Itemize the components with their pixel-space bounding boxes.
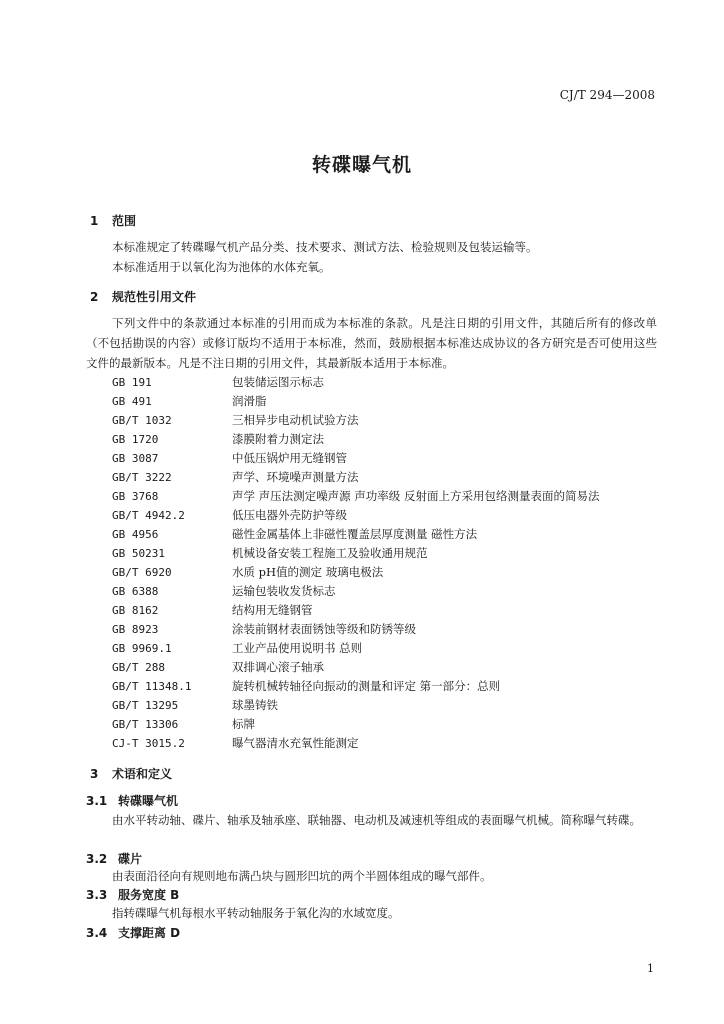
reference-code: GB/T 4942.2 bbox=[112, 509, 185, 522]
reference-code: CJ-T 3015.2 bbox=[112, 737, 185, 750]
reference-code: GB/T 13306 bbox=[112, 718, 179, 731]
reference-code: GB/T 3222 bbox=[112, 471, 172, 484]
reference-item bbox=[112, 716, 672, 735]
reference-item bbox=[112, 507, 672, 526]
reference-code: GB/T 11348.1 bbox=[112, 680, 192, 693]
reference-item bbox=[112, 431, 672, 450]
reference-title: 三相异步电动机试验方法 bbox=[232, 413, 359, 427]
reference-item bbox=[112, 640, 672, 659]
section-1-paragraph-1: 本标准规定了转碟曝气机产品分类、技术要求、测试方法、检验规则及包装运输等。 bbox=[112, 240, 538, 254]
reference-item bbox=[112, 678, 672, 697]
term-3-3-definition: 指转碟曝气机每根水平转动轴服务于氧化沟的水域宽度。 bbox=[112, 906, 400, 920]
standard-code: CJ/T 294—2008 bbox=[559, 88, 655, 102]
reference-item bbox=[112, 659, 672, 678]
term-number: 3.1 bbox=[86, 794, 108, 808]
term-number: 3.2 bbox=[86, 852, 108, 866]
reference-code: GB 9969.1 bbox=[112, 642, 172, 655]
reference-item bbox=[112, 469, 672, 488]
term-number: 3.4 bbox=[86, 926, 108, 940]
section-3-heading bbox=[90, 765, 172, 782]
reference-code: GB 3087 bbox=[112, 452, 159, 465]
reference-item bbox=[112, 526, 672, 545]
term-3-4-heading bbox=[86, 924, 180, 941]
reference-title: 磁性金属基体上非磁性覆盖层厚度测量 磁性方法 bbox=[232, 527, 478, 541]
reference-title: 结构用无缝钢管 bbox=[232, 603, 313, 617]
reference-title: 球墨铸铁 bbox=[232, 698, 278, 712]
reference-item bbox=[112, 488, 672, 507]
section-title: 规范性引用文件 bbox=[112, 290, 197, 304]
reference-code: GB 3768 bbox=[112, 490, 159, 503]
term-3-2-heading bbox=[86, 850, 142, 867]
reference-title: 机械设备安装工程施工及验收通用规范 bbox=[232, 546, 428, 560]
reference-title: 包装储运图示标志 bbox=[232, 375, 324, 389]
section-title: 范围 bbox=[112, 214, 137, 228]
section-2-heading bbox=[90, 288, 196, 305]
reference-title: 声学 声压法测定噪声源 声功率级 反射面上方采用包络测量表面的简易法 bbox=[232, 489, 600, 503]
reference-code: GB/T 6920 bbox=[112, 566, 172, 579]
reference-item bbox=[112, 602, 672, 621]
reference-code: GB 4956 bbox=[112, 528, 159, 541]
reference-item bbox=[112, 583, 672, 602]
term-3-1-heading bbox=[86, 792, 178, 809]
term-title: 支撑距离 D bbox=[118, 926, 181, 940]
page-number: 1 bbox=[647, 962, 654, 975]
reference-title: 水质 pH值的测定 玻璃电极法 bbox=[232, 565, 384, 579]
section-1-heading bbox=[90, 212, 136, 229]
normative-references-list bbox=[112, 374, 672, 754]
section-number: 2 bbox=[90, 290, 99, 304]
term-title: 服务宽度 B bbox=[118, 888, 180, 902]
reference-title: 工业产品使用说明书 总则 bbox=[232, 641, 363, 655]
reference-title: 曝气器清水充氧性能测定 bbox=[232, 736, 359, 750]
reference-code: GB/T 13295 bbox=[112, 699, 179, 712]
reference-item bbox=[112, 735, 672, 754]
reference-code: GB 8162 bbox=[112, 604, 159, 617]
reference-title: 双排调心滚子轴承 bbox=[232, 660, 324, 674]
section-2-paragraph: 下列文件中的条款通过本标准的引用而成为本标准的条款。凡是注日期的引用文件，其随后所有的修改单（不包括勘误的内容）或修订版均不适用于本标准，然而，鼓励根据本标准达成协议的各方研究是否可使用这些文件的最新版本。凡是不注日期的引用文件，其最新版本适用于本标准。 bbox=[86, 316, 657, 370]
reference-code: GB 6388 bbox=[112, 585, 159, 598]
reference-item bbox=[112, 564, 672, 583]
reference-title: 漆膜附着力测定法 bbox=[232, 432, 324, 446]
reference-code: GB 191 bbox=[112, 376, 152, 389]
reference-title: 涂装前钢材表面锈蚀等级和防锈等级 bbox=[232, 622, 416, 636]
reference-item bbox=[112, 374, 672, 393]
reference-title: 声学、环境噪声测量方法 bbox=[232, 470, 359, 484]
reference-title: 中低压锅炉用无缝钢管 bbox=[232, 451, 347, 465]
reference-code: GB/T 1032 bbox=[112, 414, 172, 427]
reference-title: 低压电器外壳防护等级 bbox=[232, 508, 347, 522]
reference-item bbox=[112, 697, 672, 716]
reference-code: GB/T 288 bbox=[112, 661, 165, 674]
term-3-1-definition: 由水平转动轴、碟片、轴承及轴承座、联轴器、电动机及减速机等组成的表面曝气机械。简称曝气转碟。 bbox=[112, 813, 641, 827]
reference-code: GB 1720 bbox=[112, 433, 159, 446]
reference-title: 润滑脂 bbox=[232, 394, 267, 408]
reference-code: GB 491 bbox=[112, 395, 152, 408]
term-title: 碟片 bbox=[118, 852, 143, 866]
term-3-2-definition: 由表面沿径向有规则地布满凸块与圆形凹坑的两个半圆体组成的曝气部件。 bbox=[112, 869, 492, 883]
section-number: 3 bbox=[90, 767, 99, 781]
section-number: 1 bbox=[90, 214, 99, 228]
reference-title: 旋转机械转轴径向振动的测量和评定 第一部分：总则 bbox=[232, 679, 501, 693]
reference-title: 标牌 bbox=[232, 717, 255, 731]
section-1-paragraph-2: 本标准适用于以氧化沟为池体的水体充氧。 bbox=[112, 260, 331, 274]
reference-item bbox=[112, 450, 672, 469]
reference-item bbox=[112, 393, 672, 412]
reference-title: 运输包装收发货标志 bbox=[232, 584, 336, 598]
reference-item bbox=[112, 545, 672, 564]
term-3-3-heading bbox=[86, 886, 179, 903]
section-title: 术语和定义 bbox=[112, 767, 173, 781]
document-title: 转碟曝气机 bbox=[311, 154, 412, 176]
reference-code: GB 50231 bbox=[112, 547, 165, 560]
term-title: 转碟曝气机 bbox=[118, 794, 179, 808]
reference-code: GB 8923 bbox=[112, 623, 159, 636]
term-number: 3.3 bbox=[86, 888, 108, 902]
reference-item bbox=[112, 621, 672, 640]
reference-item bbox=[112, 412, 672, 431]
